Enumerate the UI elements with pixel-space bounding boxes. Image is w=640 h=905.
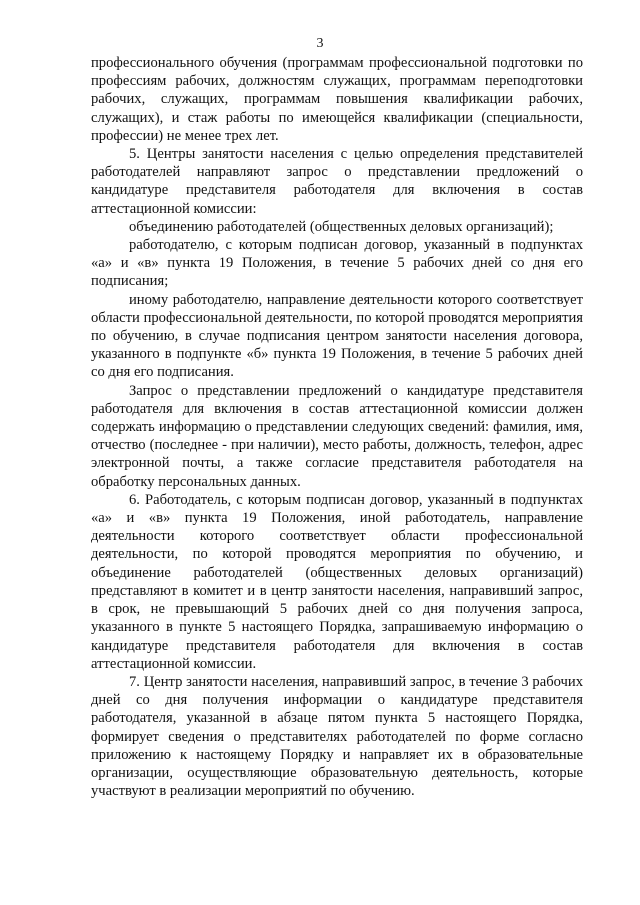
paragraph-contract-employer: работодателю, с которым подписан договор, указанный в подпунктах «а» и «в» пункта 19 Положения, в течение 5 рабочих дней со дня его подписания; [91, 237, 583, 290]
paragraph-continuation: профессионального обучения (программам профессиональной подготовки по профессиям рабочих, должностям служащих, программам переподготовки рабочих, служащих, программам повышения квалификации рабочих, служащих), и стаж работы по имеющейся квалификации (специальности, профессии) не менее трех лет. [91, 55, 583, 144]
paragraph-employers-association: объединению работодателей (общественных деловых организаций); [129, 218, 554, 235]
paragraph-other-employer: иному работодателю, направление деятельности которого соответствует области профессиональной деятельности, по которой проводятся мероприятия по обучению, в случае подписания центром занятости населения договора, указанного в подпункте «б» пункта 19 Положения, в течение 5 рабочих дней со дня его подписания. [91, 291, 583, 381]
document-body [91, 54, 583, 800]
page-number: 3 [316, 36, 324, 51]
paragraph-request-content: Запрос о представлении предложений о кандидатуре представителя работодателя для включения в состав аттестационной комиссии должен содержать информацию о представлении следующих сведений: фамилия, имя, отчество (последнее - при наличии), место работы, должность, телефон, адрес электронной почты, а также согласие представителя работодателя на обработку персональных данных. [91, 382, 583, 490]
paragraph-item-6: 6. Работодатель, с которым подписан договор, указанный в подпунктах «а» и «в» пункта 19 Положения, иной работодатель, направление деятельности которого соответствует области профессиональной деятельности, по которой проводятся мероприятия по обучению, и объединение работодателей (общественных деловых организаций) представляют в комитет и в центр занятости населения, направивший запрос, в срок, не превышающий 5 рабочих дней со дня получения запроса, указанного в пункте 5 настоящего Порядка, запрашиваемую информацию о кандидатуре представителя работодателя для включения в состав аттестационной комиссии. [91, 491, 583, 672]
paragraph-item-5: 5. Центры занятости населения с целью определения представителей работодателей направляют запрос о представлении предложений о кандидатуре представителя работодателя для включения в состав аттестационной комиссии: [91, 146, 583, 217]
paragraph-item-7: 7. Центр занятости населения, направивший запрос, в течение 3 рабочих дней со дня получения информации о кандидатуре представителя работодателя, указанной в абзаце пятом пункта 5 настоящего Порядка, формирует сведения о представителях работодателей по форме согласно приложению к настоящему Порядку и направляет их в образовательные организации, осуществляющие образовательную деятельность, которые участвуют в реализации мероприятий по обучению. [91, 673, 583, 800]
